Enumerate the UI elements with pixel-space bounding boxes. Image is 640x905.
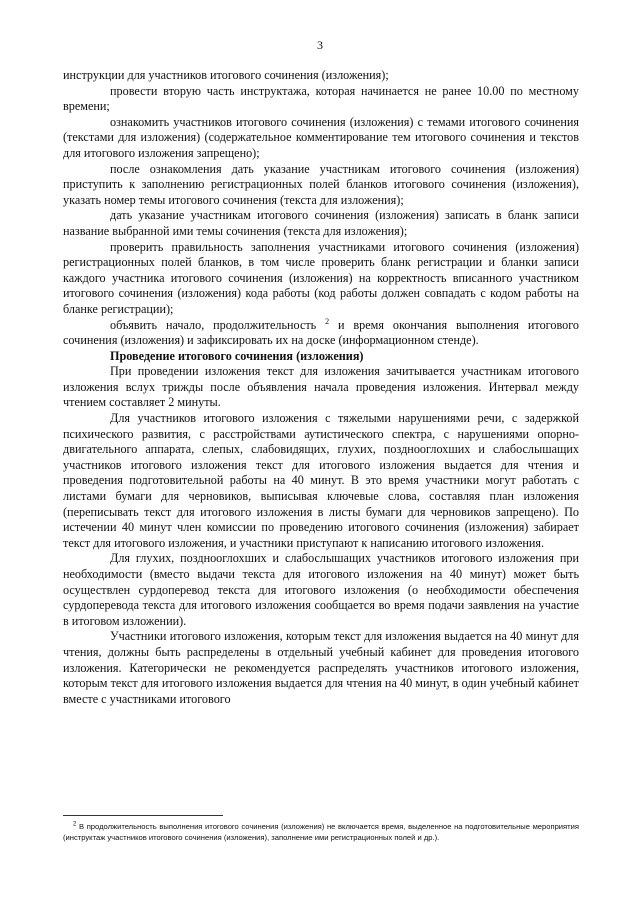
announce-start-text-cont: и время окончания выполнения итогового сочинения (изложения) и зафиксировать их на доске (информационном стенде).	[63, 317, 580, 348]
paragraph-announce-start	[63, 318, 579, 349]
footnote-text: В продолжительность выполнения итогового сочинения (изложения) не включается время, выделенное на подготовительные мероприятия (инструктаж участников итогового сочинения (изложения), заполнение ими регистрационных полей и др.).	[63, 822, 579, 842]
paragraph-sign-language: Для глухих, позднооглохших и слабослышащих участников итогового изложения при необходимости (вместо выдачи текста для итогового изложения на 40 минут) может быть осуществлен сурдоперевод текста для итогового изложения (о необходимости обеспечения сурдоперевода текста для итогового изложения сообщается во время подачи заявления на участие в итоговом изложении).	[63, 551, 579, 628]
footnote-divider	[63, 815, 223, 816]
paragraph-second-briefing: провести вторую часть инструктажа, которая начинается не ранее 10.00 по местному времени;	[63, 83, 579, 114]
page-number: 3	[317, 38, 323, 52]
paragraph-reading-aloud: При проведении изложения текст для изложения зачитывается участникам итогового изложения вслух трижды после объявления начала проведения изложения. Интервал между чтением составляет 2 минуты.	[63, 364, 579, 410]
paragraph-write-topic: дать указание участникам итогового сочинения (изложения) записать в бланк записи название выбранной ими темы сочинения (текста для изложения);	[63, 208, 579, 238]
paragraph-instructions-end: инструкции для участников итогового сочинения (изложения);	[63, 68, 389, 82]
paragraph-familiarize-topics: ознакомить участников итогового сочинения (изложения) с темами итогового сочинения (текстами для изложения) (содержательное комментирование тем итогового сочинения и текстов для итогового изложения запрещено);	[63, 114, 579, 160]
announce-start-text: объявить начало, продолжительность	[110, 317, 326, 332]
footnote-mark: 2	[73, 821, 77, 828]
paragraph-separate-room: Участники итогового изложения, которым текст для изложения выдается на 40 минут для чтения, должны быть распределены в отдельный учебный кабинет для проведения итогового изложения. Категорически не рекомендуется распределять участников итогового изложения, которым текст для итогового изложения выдается для чтения на 40 минут, в один учебный кабинет вместе с участниками итогового	[63, 629, 579, 706]
section-heading: Проведение итогового сочинения (изложения)	[110, 348, 364, 363]
footnote-reference[interactable]: 2	[325, 316, 330, 326]
paragraph-fill-registration: после ознакомления дать указание участникам итогового сочинения (изложения) приступить к заполнению регистрационных полей бланков итогового сочинения (изложения), указать номер темы итогового сочинения (текста для изложения);	[63, 161, 579, 207]
paragraph-check-forms: проверить правильность заполнения участниками итогового сочинения (изложения) регистрационных полей бланков, в том числе проверить бланк регистрации и бланки записи каждого участника итогового сочинения (изложения) на корректность вписанного участником итогового сочинения (изложения) кода работы (код работы должен совпадать с кодом работы на бланке регистрации);	[63, 239, 579, 316]
paragraph-special-needs: Для участников итогового изложения с тяжелыми нарушениями речи, с задержкой психического развития, с расстройствами аутистического спектра, с нарушениями опорно-двигательного аппарата, слепых, слабовидящих, глухих, позднооглохших и слабослышащих участников итогового изложения текст для итогового изложения выдается для чтения и проведения подготовительной работы на 40 минут. В это время участники могут работать с листами бумаги для черновиков, выписывая ключевые слова, составляя план изложения (переписывать текст для итогового изложения в листы бумаги для черновиков запрещено). По истечении 40 минут член комиссии по проведению итогового сочинения (изложения) забирает текст для итогового изложения, и участники приступают к написанию итогового изложения.	[63, 411, 579, 550]
body-text	[63, 68, 579, 707]
footnote	[63, 821, 579, 843]
